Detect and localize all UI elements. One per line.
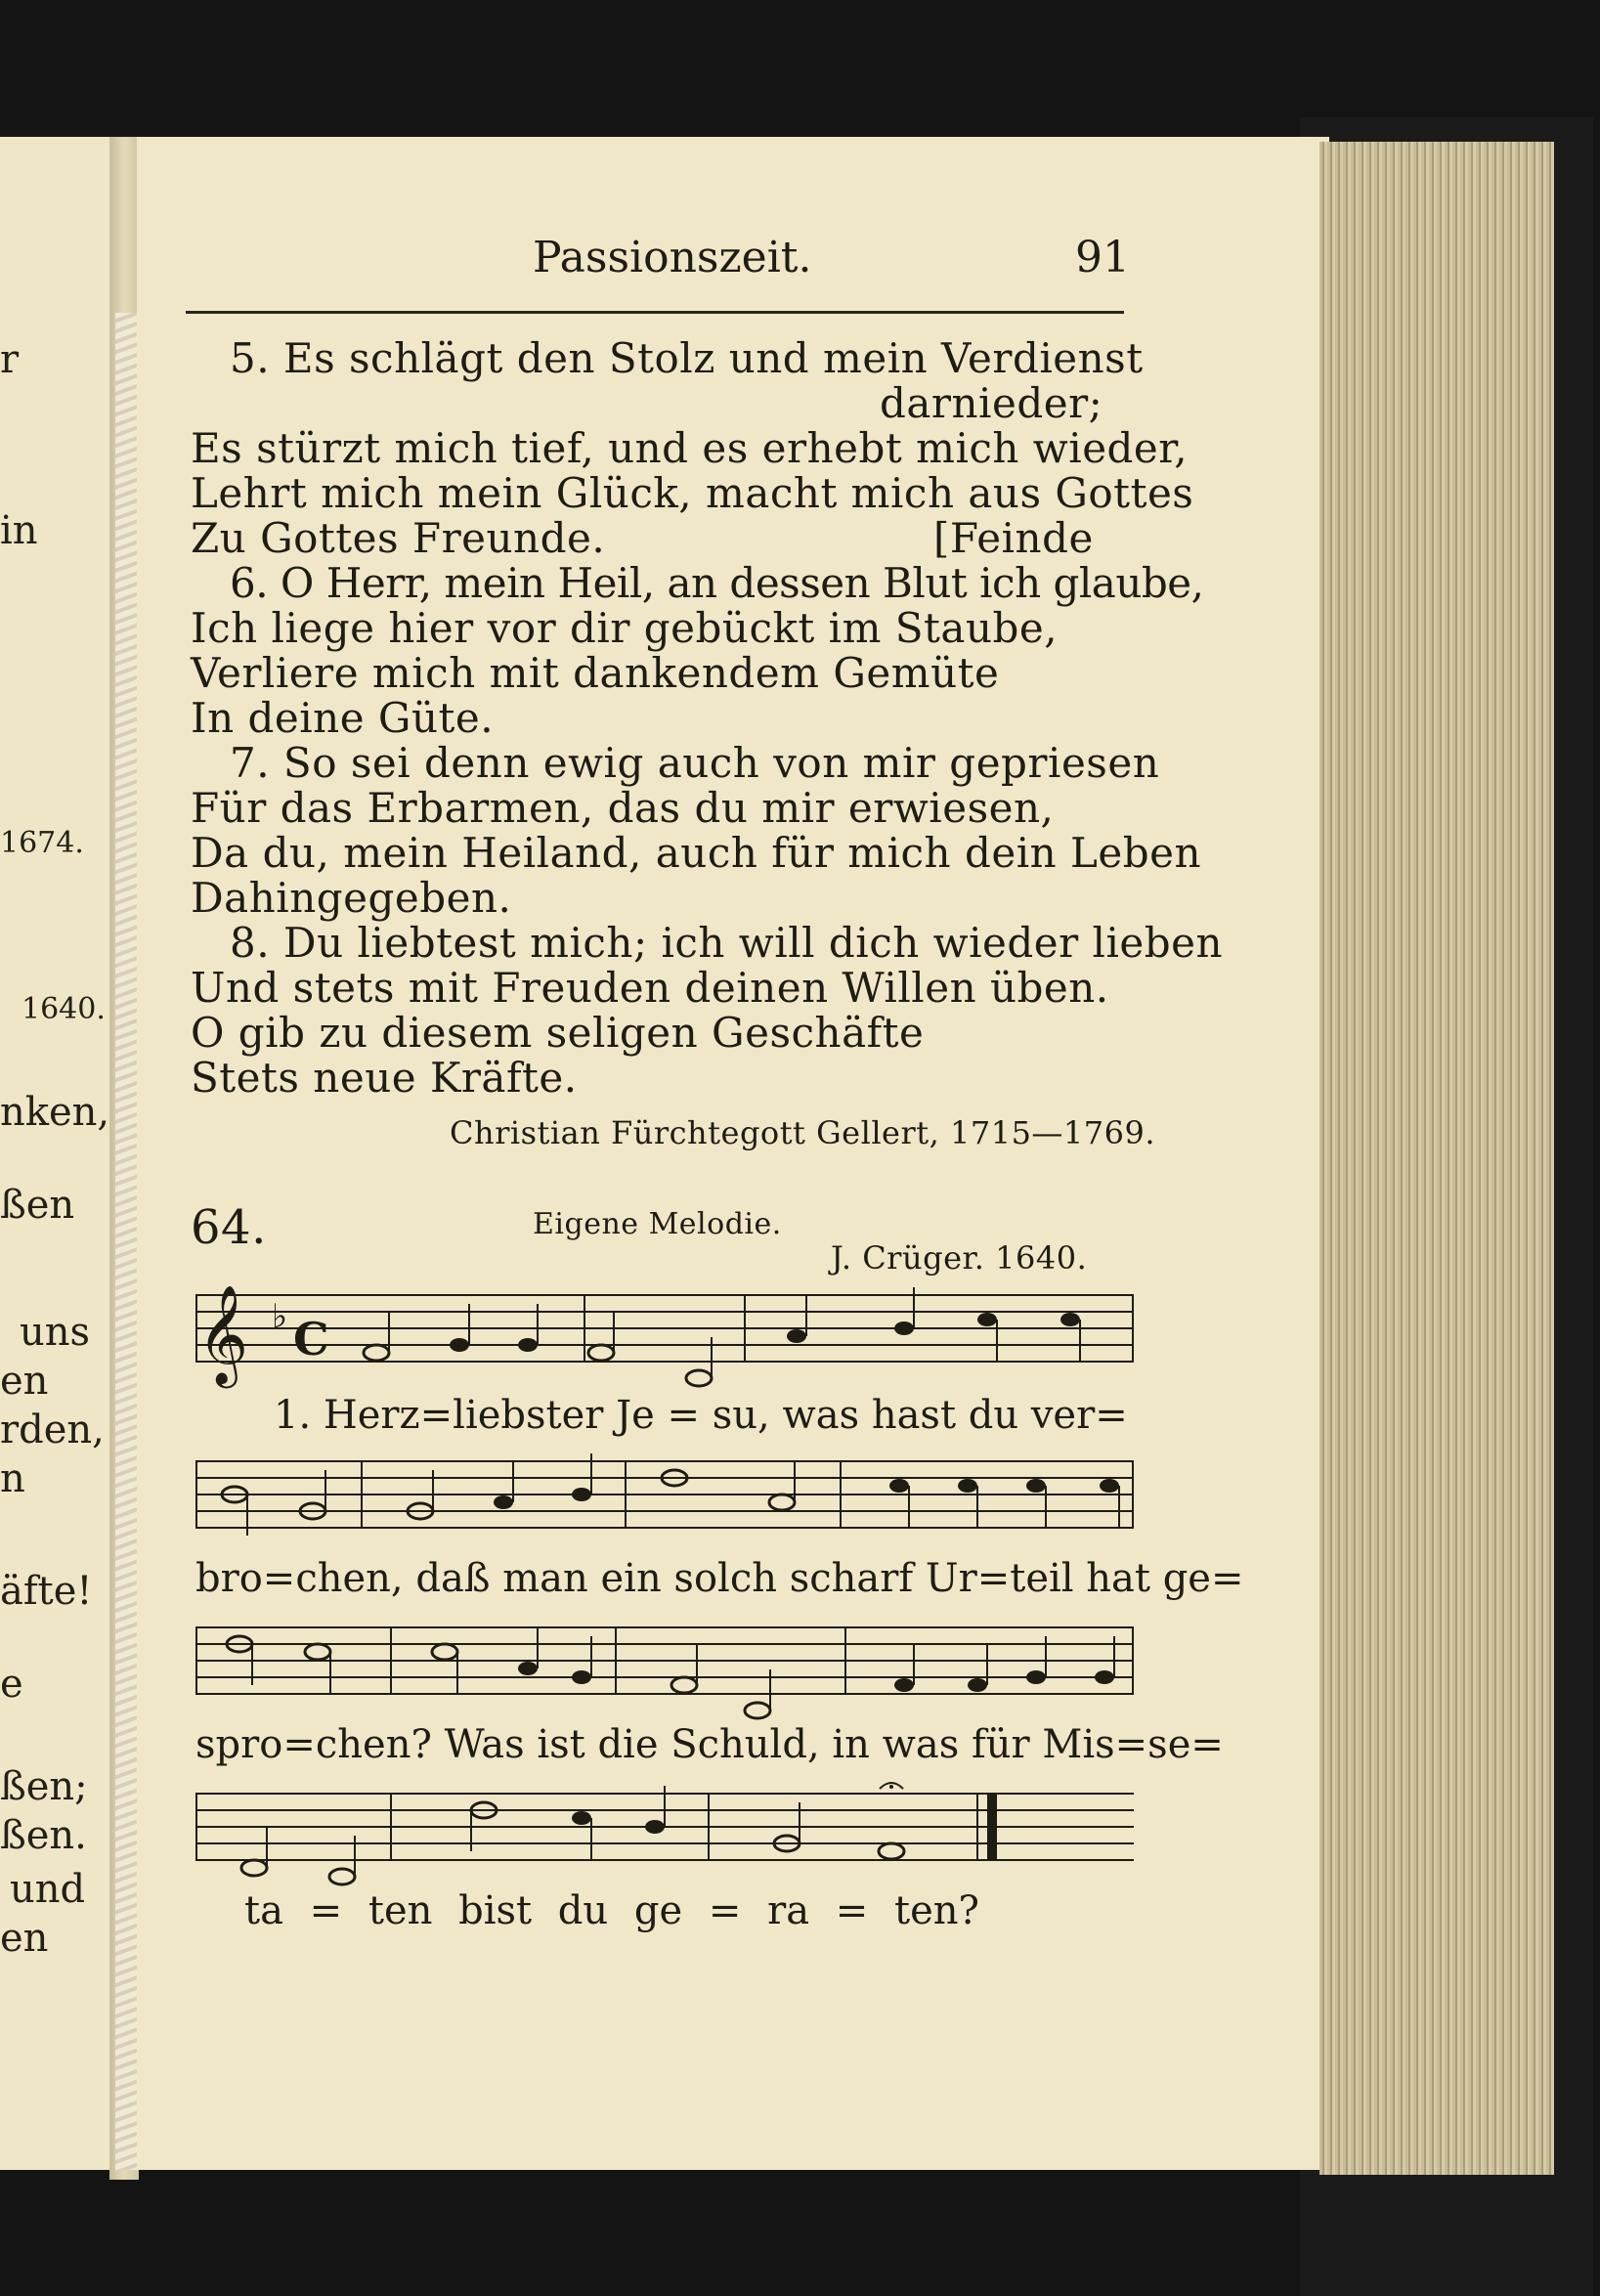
left-page-fragment: äfte!	[0, 1569, 93, 1614]
lyric-line: bro=chen, daß man ein solch scharf Ur=teil hat ge=	[195, 1556, 1244, 1601]
bookmark-ribbon	[115, 313, 137, 2170]
lyric-line: spro=chen? Was ist die Schuld, in was für Mis=se=	[195, 1722, 1224, 1767]
verse-line: 5. Es schlägt den Stolz und mein Verdienst	[230, 334, 1144, 382]
verse-line: Es stürzt mich tief, und es erhebt mich wieder,	[191, 424, 1189, 472]
left-page-fragment: rden,	[0, 1408, 105, 1452]
lyric-line: 1. Herz=liebster Je = su, was hast du ver=	[274, 1393, 1128, 1438]
verse-line: Zu Gottes Freunde.	[191, 514, 606, 562]
verse-line: 6. O Herr, mein Heil, an dessen Blut ich glaube,	[230, 559, 1204, 607]
verse-line: Lehrt mich mein Glück, macht mich aus Gottes	[191, 469, 1194, 517]
left-page-fragment: en	[0, 1359, 49, 1404]
verse-line: Ich liege hier vor dir gebückt im Staube,	[191, 604, 1059, 652]
verse-line: darnieder;	[880, 379, 1103, 427]
left-page-fragment: e	[0, 1662, 23, 1707]
left-page-fragment: uns	[20, 1310, 91, 1355]
left-page-fragment: r	[0, 337, 20, 382]
svg-text:♭: ♭	[272, 1297, 288, 1336]
verse-line: Verliere mich mit dankendem Gemüte	[191, 649, 1000, 697]
hymn-number: 64.	[191, 1200, 267, 1255]
svg-text:C: C	[293, 1313, 329, 1365]
page-number: 91	[1075, 233, 1130, 282]
left-page-fragment: 1640.	[22, 992, 106, 1026]
verse-line: Da du, mein Heiland, auch für mich dein Leben	[191, 829, 1202, 877]
lyric-line: ta = ten bist du ge = ra = ten?	[244, 1888, 979, 1933]
left-page	[0, 137, 117, 2170]
verse-line: Stets neue Kräfte.	[191, 1054, 578, 1102]
left-page-fragment: in	[0, 508, 38, 553]
music-staff	[195, 1779, 1134, 1877]
verse-line: 8. Du liebtest mich; ich will dich wieder lieben	[230, 919, 1224, 967]
left-page-fragment: und	[10, 1867, 86, 1912]
verse-line: Für das Erbarmen, das du mir erwiesen,	[191, 784, 1055, 832]
music-staff	[195, 1613, 1134, 1711]
attribution: Christian Fürchtegott Gellert, 1715—1769.	[450, 1114, 1156, 1151]
page-title: Passionszeit.	[533, 233, 812, 282]
verse-line: Dahingegeben.	[191, 874, 512, 922]
svg-text:𝄞: 𝄞	[197, 1283, 249, 1384]
music-staff	[195, 1280, 1134, 1384]
verse-line: Und stets mit Freuden deinen Willen üben.	[191, 964, 1109, 1012]
verse-line: 7. So sei denn ewig auch von mir gepriesen	[230, 739, 1160, 787]
left-page-fragment: en	[0, 1916, 49, 1961]
left-page-fragment: 1674.	[0, 826, 84, 860]
verse-line: [Feinde	[933, 514, 1094, 562]
left-page-fragment: n	[0, 1456, 25, 1501]
left-page-fragment: ßen;	[0, 1764, 88, 1809]
music-staff	[195, 1447, 1134, 1544]
verse-line: O gib zu diesem seligen Geschäfte	[191, 1009, 925, 1057]
composer: J. Crüger. 1640.	[831, 1239, 1088, 1277]
verse-line: In deine Güte.	[191, 694, 495, 742]
page-edges	[1319, 142, 1554, 2175]
header-rule	[186, 311, 1124, 314]
left-page-fragment: nken,	[0, 1090, 110, 1135]
left-page-fragment: ßen.	[0, 1813, 87, 1858]
melody-note: Eigene Melodie.	[533, 1207, 782, 1241]
left-page-fragment: ßen	[0, 1183, 75, 1228]
